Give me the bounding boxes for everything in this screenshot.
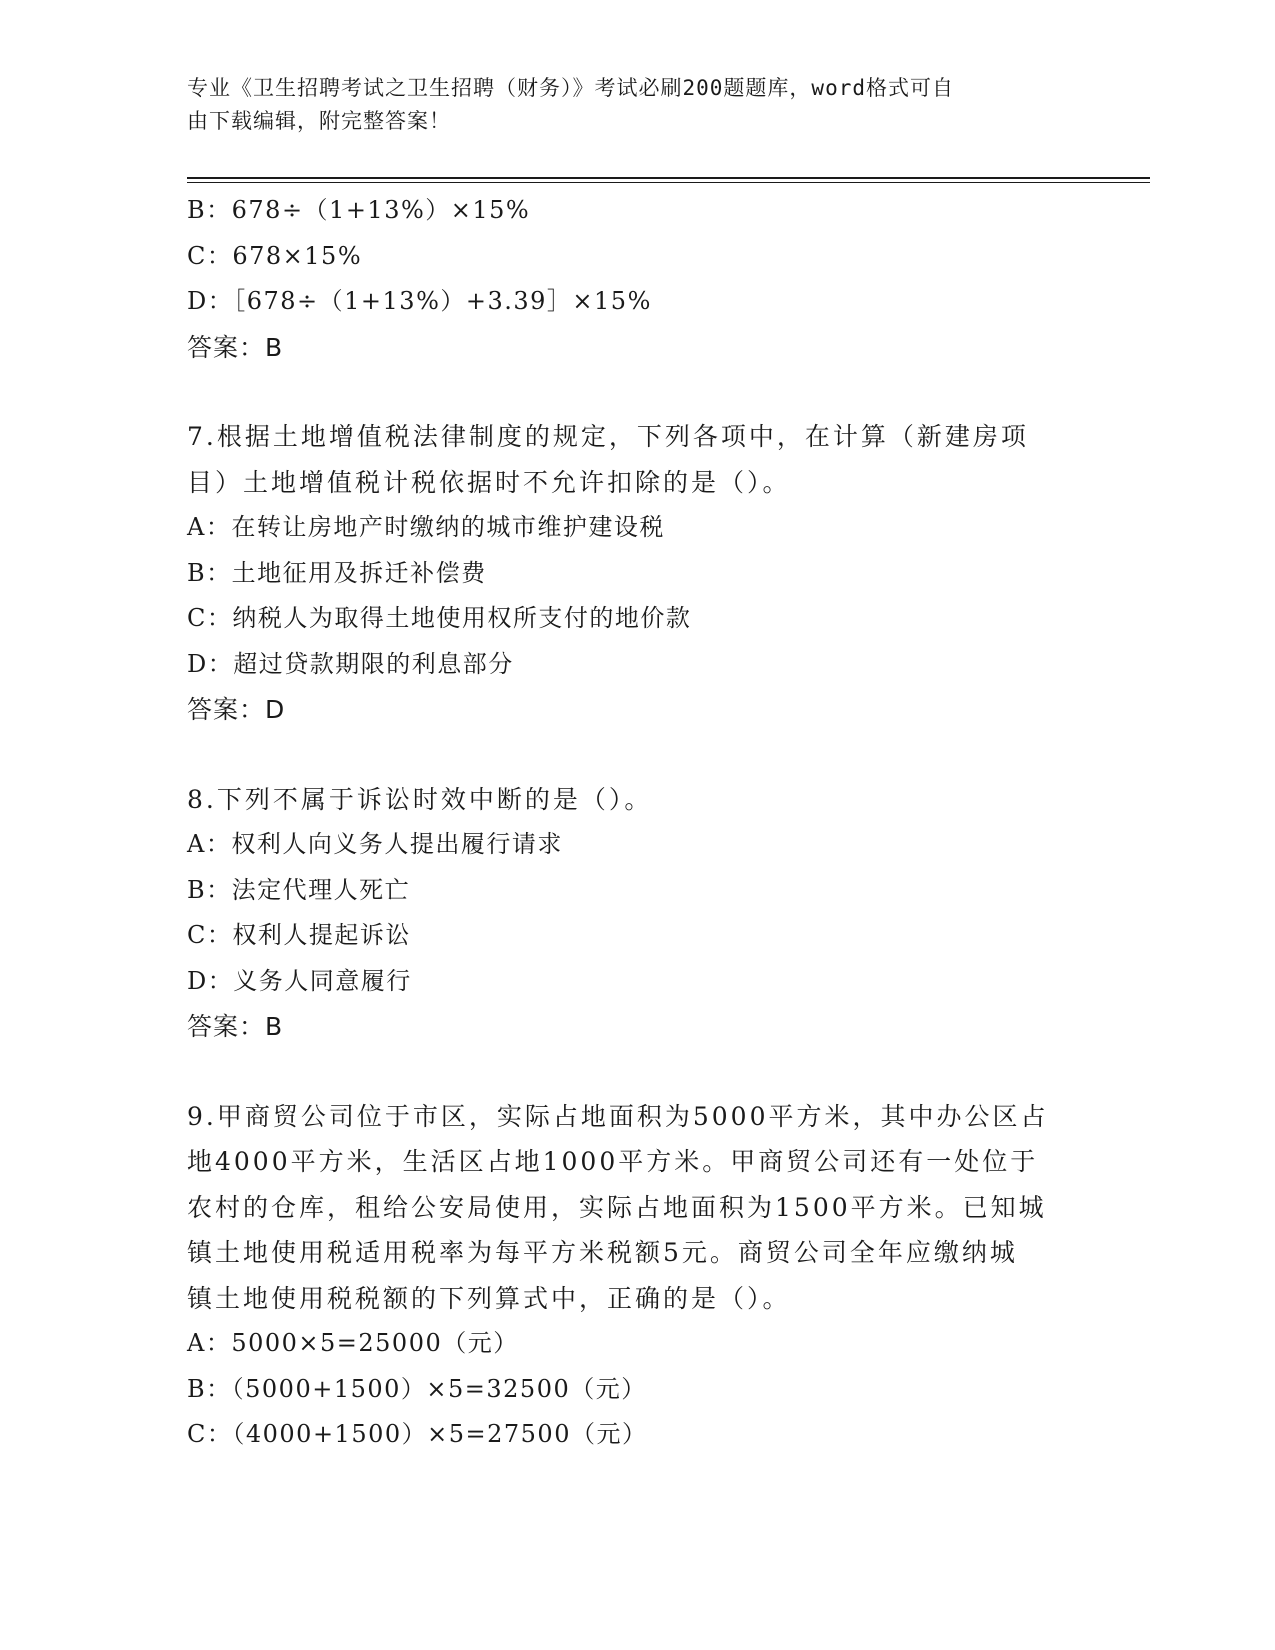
spacer [187, 1050, 1087, 1094]
question-text-line-1: 7.根据土地增值税法律制度的规定，下列各项中，在计算（新建房项 [187, 422, 1029, 451]
option-c: C：678×15% [187, 241, 363, 270]
option-d: D：［678÷（1+13%）+3.39］×15% [187, 287, 652, 315]
answer: 答案：B [187, 1012, 284, 1041]
question-text-line-2: 目）土地增值税计税依据时不允许扣除的是（）。 [187, 467, 791, 497]
answer: 答案：D [187, 695, 286, 724]
question-7 [187, 414, 1087, 733]
option-b: B：（5000+1500）×5=32500（元） [187, 1374, 647, 1403]
option-d: D：超过贷款期限的利息部分 [187, 649, 514, 678]
option-c: C：纳税人为取得土地使用权所支付的地价款 [187, 604, 692, 632]
option-a: A：权利人向义务人提出履行请求 [187, 830, 563, 858]
answer: 答案：B [187, 332, 284, 362]
document-header [187, 72, 1067, 138]
spacer [187, 733, 1087, 777]
question-6 [187, 188, 1087, 370]
question-text-line-1: 9.甲商贸公司位于市区，实际占地面积为5000平方米，其中办公区占 [187, 1101, 1049, 1131]
option-c: C：（4000+1500）×5=27500（元） [187, 1420, 648, 1448]
option-a: A：5000×5=25000（元） [187, 1329, 519, 1357]
option-c: C：权利人提起诉讼 [187, 921, 411, 949]
header-divider-thin [187, 182, 1150, 183]
header-line-1: 专业《卫生招聘考试之卫生招聘（财务）》考试必刷200题题库，word格式可自 [187, 76, 954, 100]
option-d: D：义务人同意履行 [187, 966, 412, 995]
header-divider-thick [187, 177, 1150, 179]
question-9 [187, 1094, 1087, 1458]
question-text-line-3: 农村的仓库，租给公安局使用，实际占地面积为1500平方米。已知城 [187, 1192, 1047, 1222]
question-text-line-5: 镇土地使用税税额的下列算式中，正确的是（）。 [187, 1283, 791, 1313]
question-text-line-2: 地4000平方米，生活区占地1000平方米。甲商贸公司还有一处位于 [187, 1147, 1039, 1176]
question-list [187, 188, 1087, 1458]
option-a: A：在转让房地产时缴纳的城市维护建设税 [187, 513, 665, 541]
option-b: B：法定代理人死亡 [187, 875, 411, 904]
spacer [187, 370, 1087, 414]
option-b: B：土地征用及拆迁补偿费 [187, 558, 487, 587]
header-line-2: 由下载编辑，附完整答案！ [187, 109, 451, 133]
question-text-line-4: 镇土地使用税适用税率为每平方米税额5元。商贸公司全年应缴纳城 [187, 1238, 1018, 1267]
question-8 [187, 777, 1087, 1050]
option-b: B：678÷（1+13%）×15% [187, 196, 531, 224]
question-text-line-1: 8.下列不属于诉讼时效中断的是（）。 [187, 784, 653, 814]
